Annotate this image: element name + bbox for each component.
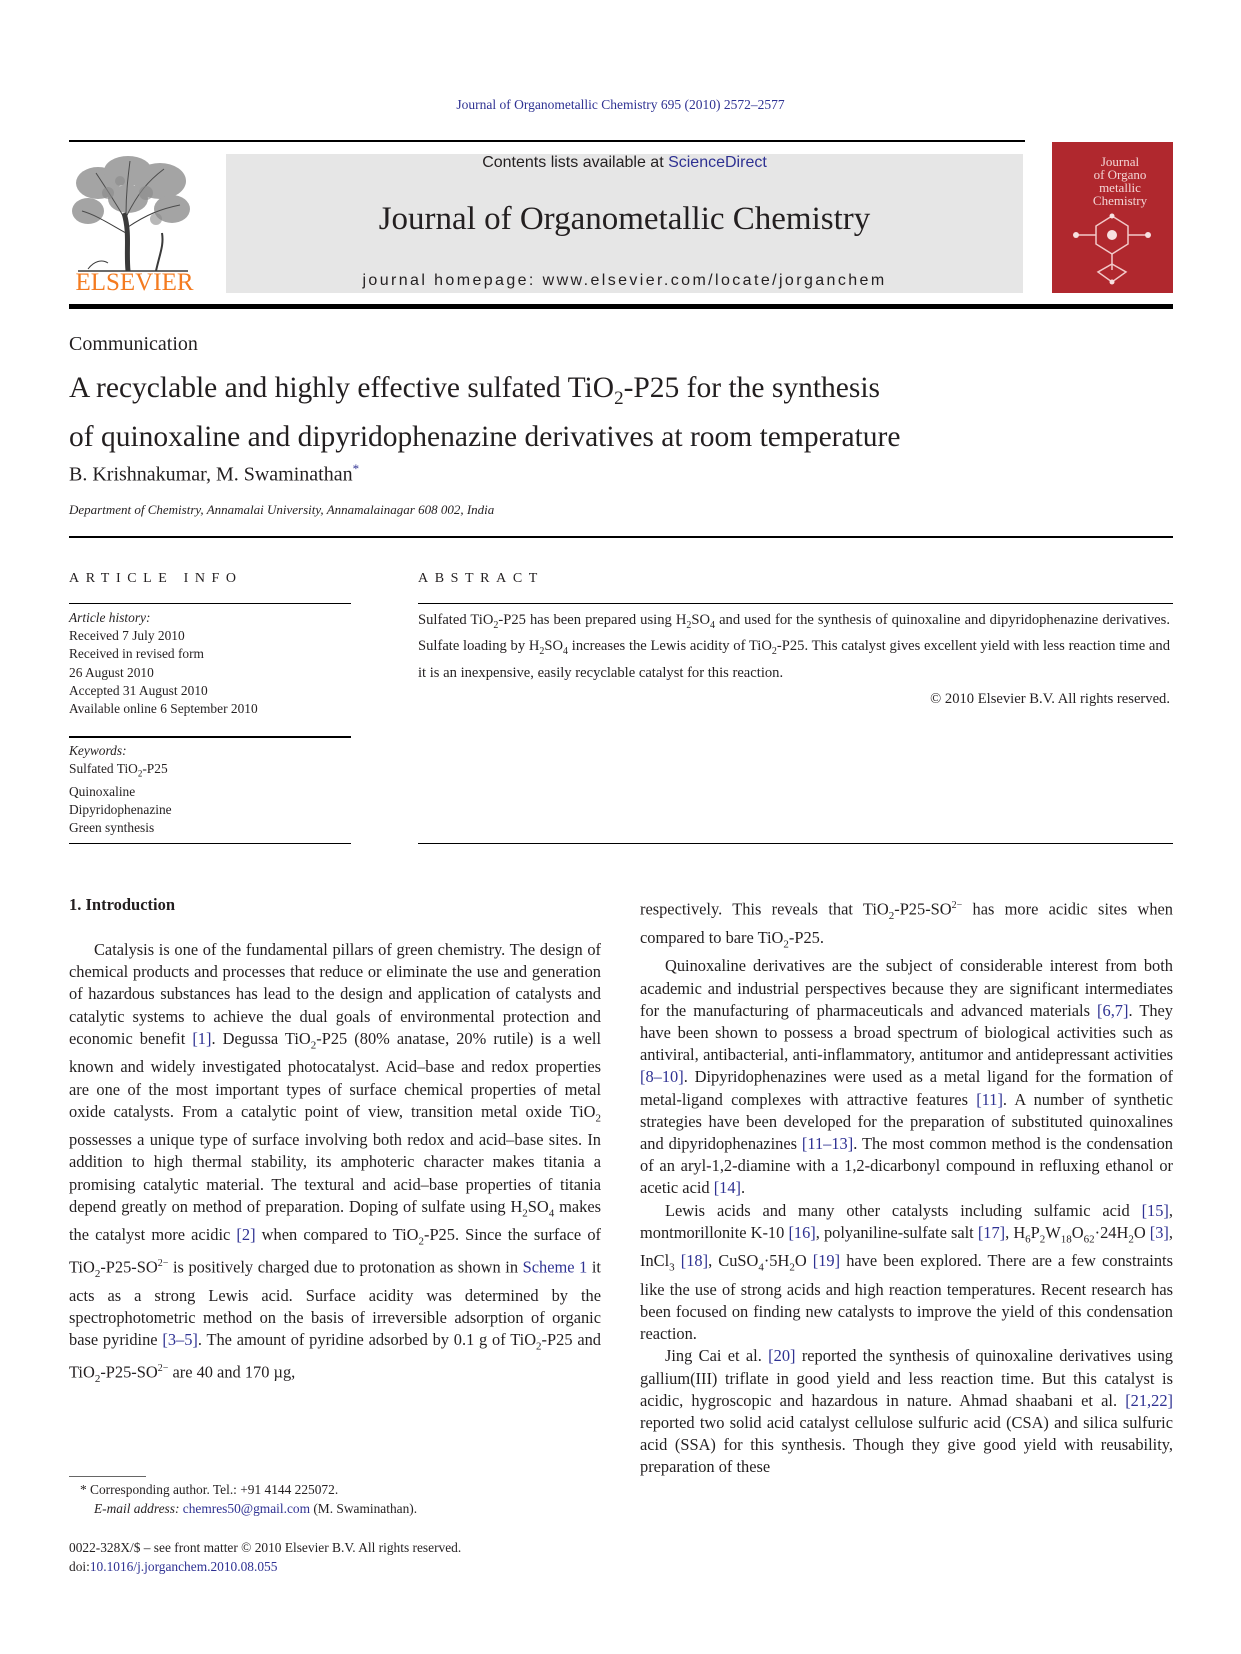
- reference-link[interactable]: [21,22]: [1125, 1390, 1173, 1410]
- footnote-email: E-mail address: chemres50@gmail.com (M. Swaminathan).: [94, 1501, 418, 1516]
- history-entry: 26 August 2010: [69, 664, 154, 680]
- contents-line: [226, 154, 1023, 172]
- keyword: Sulfated TiO$_2$-P25: [69, 761, 168, 779]
- body-column-left: [69, 939, 601, 1390]
- author-list: B. Krishnakumar, M. Swaminathan*: [69, 461, 360, 486]
- history-entry: Available online 6 September 2010: [69, 701, 258, 717]
- section-heading-introduction: 1. Introduction: [69, 895, 176, 914]
- keyword: Green synthesis: [69, 820, 155, 836]
- reference-link[interactable]: [8–10]: [640, 1067, 684, 1087]
- keyword: Quinoxaline: [69, 784, 136, 800]
- homepage-prefix: journal homepage:: [362, 272, 543, 289]
- keywords-block: [69, 742, 351, 838]
- header-top-rule: [69, 140, 1025, 142]
- corresponding-author-footnote: [80, 1480, 417, 1518]
- sciencedirect-link[interactable]: ScienceDirect: [668, 154, 767, 171]
- cover-title: [1078, 155, 1162, 207]
- reference-link[interactable]: [18]: [680, 1251, 709, 1271]
- reference-link[interactable]: [3]: [1149, 1222, 1169, 1242]
- front-matter: [69, 1538, 461, 1576]
- header-thick-rule: [69, 304, 1173, 309]
- journal-homepage: [226, 272, 1023, 290]
- cover-title-line: metallic: [1099, 180, 1141, 195]
- journal-cover-thumbnail[interactable]: [1052, 142, 1173, 293]
- body-column-right: [640, 895, 1173, 1479]
- cover-title-line: of Organo: [1093, 167, 1147, 182]
- article-info-bottom-rule: [69, 843, 351, 844]
- homepage-link[interactable]: www.elsevier.com/locate/jorganchem: [542, 272, 887, 289]
- keywords-rule: [69, 736, 351, 738]
- contents-prefix: Contents lists available at: [482, 154, 669, 171]
- paragraph: respectively. This reveals that $TiO_2-P25-SO^{2-}$ has more acidic sites when compared to bare TiO$_2$-P25.: [640, 899, 1173, 951]
- footnote-tel: * Corresponding author. Tel.: +91 4144 225072.: [80, 1482, 339, 1497]
- title-line-2: of quinoxaline and dipyridophenazine derivatives at room temperature: [69, 420, 901, 453]
- article-info-rule: [69, 603, 351, 604]
- abstract-bottom-rule: [418, 843, 1173, 844]
- paragraph: Quinoxaline derivatives are the subject of considerable interest from both academic and industrial perspectives because they are significant intermediates for the manufacturing of pharmaceuticals and advanced materials [6,7]. They have been shown to possess a broad spectrum of biological activities such as antiviral, antibacterial, anti-inflammatory, antitumor and antidepressant activities [8–10]. Dipyridophenazines were used as a metal ligand for the formation of metal-ligand complexes with attractive features [11]. A number of synthetic strategies have been developed for the preparation of substituted quinoxalines and dipyridophenazines [11–13]. The most common method is the condensation of an aryl-1,2-diamine with a 1,2-dicarbonyl compound in refluxing ethanol or acetic acid [14].: [640, 956, 1174, 1198]
- reference-link[interactable]: [6,7]: [1097, 1000, 1129, 1020]
- paragraph: Catalysis is one of the fundamental pillars of green chemistry. The design of chemical products and processes that reduce or eliminate the use and generation of hazardous substances has lead to the design and application of catalysts and catalytic systems to achieve the dual goals of environmental protection and economic benefit [1]. Degussa TiO$_2$-P25 (80% anatase, 20% rutile) is a well known and widely investigated photocatalyst. Acid–base and redox properties are one of the most important types of surface chemical properties of metal oxide catalysts. From a catalytic point of view, transition metal oxide TiO$_2$ possesses a unique type of surface involving both redox and acid–base sites. In addition to high thermal stability, its amphoteric character makes titania a promising catalytic material. The textural and acid–base properties of titania depend greatly on method of preparation. Doping of sulfate using $H_2SO_4$ makes the catalyst more acidic [2] when compared to TiO$_2$-P25. Since the surface of $TiO_2-P25-SO^{2-}$ is positively charged due to protonation as shown in Scheme 1 it acts as a strong Lewis acid. Surface acidity was determined by the spectrophotometric method on the basis of irreversible adsorption of organic base pyridine [3–5]. The amount of pyridine adsorbed by 0.1 g of TiO$_2$-P25 and $TiO_2-P25-SO^{2-}$ are 40 and 170 µg,: [69, 940, 602, 1385]
- abstract-copyright: © 2010 Elsevier B.V. All rights reserved.: [930, 691, 1170, 707]
- reference-link[interactable]: [14]: [713, 1178, 742, 1198]
- paragraph: Lewis acids and many other catalysts including sulfamic acid [15], montmorillonite K-10 [16], polyaniline-sulfate salt [17], $H_6P_2W_{18}O_{62}\cdot 24H_2O$ [3], InCl$_3$ [18], $CuSO_4\cdot 5H_2O$ [19] have been explored. There are a few constraints like the use of strong acids and high reaction temperatures. Recent research has been focused on finding new catalysts to improve the yield of this condensation reaction.: [640, 1200, 1173, 1344]
- keywords-label: Keywords:: [69, 743, 127, 758]
- journal-banner: [226, 154, 1023, 293]
- reference-link[interactable]: [3–5]: [162, 1330, 198, 1350]
- corresponding-author-mark[interactable]: *: [352, 461, 360, 476]
- abstract-heading: ABSTRACT: [418, 571, 544, 586]
- reference-link[interactable]: [11–13]: [801, 1134, 854, 1154]
- cover-title-line: Chemistry: [1092, 193, 1148, 208]
- scheme-link[interactable]: Scheme 1: [522, 1257, 588, 1277]
- history-entry: Received 7 July 2010: [69, 628, 185, 644]
- email-link[interactable]: chemres50@gmail.com: [182, 1501, 310, 1516]
- reference-link[interactable]: [17]: [977, 1222, 1006, 1242]
- reference-link[interactable]: [19]: [812, 1251, 841, 1271]
- journal-citation[interactable]: Journal of Organometallic Chemistry 695 (2010) 2572–2577: [456, 97, 785, 112]
- issn-line: 0022-328X/$ – see front matter © 2010 Elsevier B.V. All rights reserved.: [69, 1540, 462, 1555]
- article-title: [69, 369, 1169, 456]
- reference-link[interactable]: [11]: [976, 1089, 1003, 1109]
- history-entry: Received in revised form: [69, 646, 204, 662]
- article-history-label: Article history:: [69, 610, 151, 625]
- abstract-text: Sulfated TiO$_2$-P25 has been prepared using $H_2SO_4$ and used for the synthesis of quinoxaline and dipyridophenazine derivatives. Sulfate loading by $H_2SO_4$ increases the Lewis acidity of TiO$_2$-P25. This catalyst gives excellent yield with less reaction time and it is an inexpensive, easily recyclable catalyst for this reaction.: [418, 612, 1170, 681]
- doi-link[interactable]: 10.1016/j.jorganchem.2010.08.055: [89, 1559, 278, 1574]
- reference-link[interactable]: [2]: [236, 1225, 256, 1245]
- title-line-1: A recyclable and highly effective sulfated TiO$_2$-P25 for the synthesis: [69, 372, 881, 409]
- reference-link[interactable]: [15]: [1141, 1200, 1169, 1220]
- molecule-icon: [1066, 208, 1158, 288]
- affiliation: Department of Chemistry, Annamalai University, Annamalainagar 608 002, India: [69, 502, 495, 517]
- footnote-rule: [69, 1476, 146, 1477]
- cover-title-line: Journal: [1100, 154, 1140, 169]
- article-history: [69, 609, 351, 718]
- reference-link[interactable]: [1]: [192, 1028, 212, 1048]
- elsevier-wordmark: ELSEVIER: [75, 269, 194, 296]
- history-entry: Accepted 31 August 2010: [69, 682, 208, 698]
- paragraph: Jing Cai et al. [20] reported the synthesis of quinoxaline derivatives using gallium(III) triflate in good yield and less reaction time. But this catalyst is acidic, hygroscopic and hazardous in nature. Ahmad shaabani et al. [21,22] reported two solid acid catalyst cellulose sulfuric acid (CSA) and silica sulfuric acid (SSA) for this synthesis. Though they give good yield with reusability, preparation of these: [640, 1346, 1173, 1477]
- journal-title: Journal of Organometallic Chemistry: [378, 201, 871, 237]
- abstract-rule: [418, 603, 1173, 604]
- reference-link[interactable]: [20]: [768, 1346, 796, 1366]
- doi-line: doi:10.1016/j.jorganchem.2010.08.055: [69, 1559, 278, 1574]
- article-info-heading: ARTICLE INFO: [69, 571, 243, 586]
- affiliation-rule: [69, 536, 1173, 538]
- article-type: Communication: [69, 333, 198, 355]
- keyword: Dipyridophenazine: [69, 802, 172, 818]
- reference-link[interactable]: [16]: [788, 1222, 816, 1242]
- elsevier-logo[interactable]: [68, 153, 198, 295]
